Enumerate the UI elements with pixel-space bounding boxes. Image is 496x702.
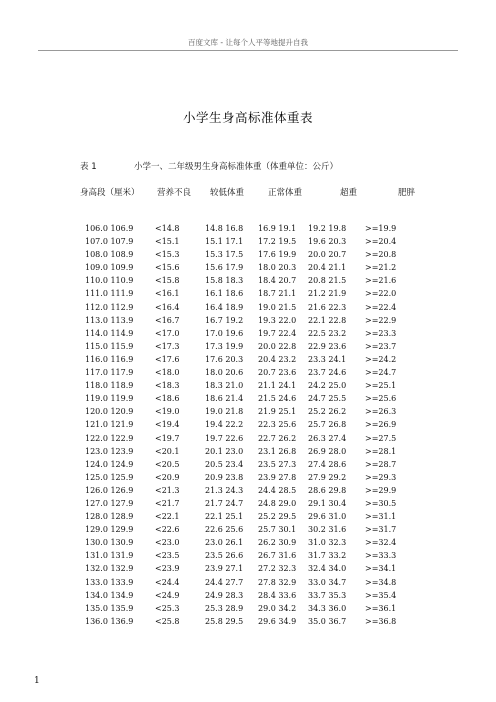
- cell-low-weight: 17.6 20.3: [205, 354, 244, 364]
- cell-obese: >=31.7: [365, 525, 397, 535]
- cell-obese: >=25.1: [365, 381, 397, 391]
- cell-overweight: 24.7 25.5: [308, 394, 347, 404]
- cell-height-range: 132.0 132.9: [85, 564, 134, 574]
- cell-overweight: 33.0 34.7: [308, 577, 347, 587]
- cell-height-range: 136.0 136.9: [85, 616, 134, 626]
- cell-height-range: 129.0 129.9: [85, 525, 134, 535]
- cell-low-weight: 16.7 19.2: [205, 315, 244, 325]
- cell-normal-weight: 24.4 28.5: [258, 485, 297, 495]
- cell-normal-weight: 27.8 32.9: [258, 577, 297, 587]
- cell-malnutrition: <19.4: [155, 420, 180, 430]
- cell-overweight: 23.3 24.1: [308, 354, 347, 364]
- table-row: [0, 366, 496, 379]
- table-row: [0, 562, 496, 575]
- cell-height-range: 110.0 110.9: [85, 276, 134, 286]
- cell-malnutrition: <23.5: [155, 551, 180, 561]
- cell-malnutrition: <23.9: [155, 564, 180, 574]
- table-row: [0, 405, 496, 418]
- cell-height-range: 122.0 122.9: [85, 433, 134, 443]
- cell-height-range: 112.0 112.9: [85, 302, 134, 312]
- cell-normal-weight: 25.2 29.5: [258, 512, 297, 522]
- cell-height-range: 121.0 121.9: [85, 420, 134, 430]
- cell-low-weight: 19.4 22.2: [205, 420, 244, 430]
- table-body: [0, 222, 496, 628]
- cell-height-range: 130.0 130.9: [85, 538, 134, 548]
- cell-low-weight: 15.1 17.1: [205, 237, 244, 247]
- cell-overweight: 29.6 31.0: [308, 512, 347, 522]
- cell-obese: >=28.7: [365, 459, 397, 469]
- cell-overweight: 22.1 22.8: [308, 315, 347, 325]
- column-header-malnutrition: 营养不良: [157, 188, 192, 198]
- cell-height-range: 124.0 124.9: [85, 459, 134, 469]
- table-row: [0, 536, 496, 549]
- cell-height-range: 116.0 116.9: [85, 354, 134, 364]
- cell-overweight: 19.2 19.8: [308, 224, 347, 233]
- cell-normal-weight: 28.4 33.6: [258, 590, 297, 600]
- cell-low-weight: 16.4 18.9: [205, 302, 244, 312]
- cell-normal-weight: 23.5 27.3: [258, 459, 297, 469]
- table-row: [0, 510, 496, 523]
- table-caption-text: 小学一、二年级男生身高标准体重（体重单位：公斤）: [134, 162, 339, 172]
- cell-malnutrition: <17.0: [155, 328, 180, 338]
- cell-malnutrition: <25.3: [155, 603, 180, 613]
- table-row: [0, 523, 496, 536]
- cell-obese: >=20.8: [365, 250, 397, 260]
- cell-obese: >=33.3: [365, 551, 397, 561]
- cell-obese: >=20.4: [365, 237, 397, 247]
- cell-overweight: 24.2 25.0: [308, 381, 347, 391]
- cell-obese: >=19.9: [365, 224, 397, 233]
- table-row: [0, 287, 496, 300]
- cell-normal-weight: 25.7 30.1: [258, 525, 297, 535]
- cell-overweight: 20.0 20.7: [308, 250, 347, 260]
- cell-overweight: 28.6 29.8: [308, 485, 347, 495]
- cell-low-weight: 17.0 19.6: [205, 328, 244, 338]
- column-header-height: 身高段（厘米）: [80, 188, 140, 198]
- cell-obese: >=27.5: [365, 433, 397, 443]
- cell-malnutrition: <24.4: [155, 577, 180, 587]
- cell-obese: >=34.8: [365, 577, 397, 587]
- cell-height-range: 125.0 125.9: [85, 472, 134, 482]
- cell-height-range: 131.0 131.9: [85, 551, 134, 561]
- cell-normal-weight: 20.4 23.2: [258, 354, 297, 364]
- table-row: [0, 340, 496, 353]
- cell-obese: >=36.1: [365, 603, 397, 613]
- cell-malnutrition: <20.5: [155, 459, 180, 469]
- cell-low-weight: 15.6 17.9: [205, 263, 244, 273]
- cell-malnutrition: <15.6: [155, 263, 180, 273]
- cell-obese: >=30.5: [365, 498, 397, 508]
- cell-malnutrition: <17.6: [155, 354, 180, 364]
- cell-normal-weight: 22.7 26.2: [258, 433, 297, 443]
- table-row: [0, 471, 496, 484]
- cell-overweight: 22.9 23.6: [308, 341, 347, 351]
- cell-height-range: 126.0 126.9: [85, 485, 134, 495]
- cell-malnutrition: <18.0: [155, 368, 180, 378]
- table-row: [0, 222, 496, 235]
- cell-obese: >=24.2: [365, 354, 397, 364]
- cell-height-range: 123.0 123.9: [85, 446, 134, 456]
- cell-malnutrition: <21.7: [155, 498, 180, 508]
- table-number: 表 1: [80, 162, 97, 172]
- cell-low-weight: 25.8 29.5: [205, 616, 244, 626]
- cell-malnutrition: <20.9: [155, 472, 180, 482]
- cell-height-range: 115.0 115.9: [85, 341, 134, 351]
- cell-low-weight: 21.3 24.3: [205, 485, 244, 495]
- table-row: [0, 392, 496, 405]
- cell-obese: >=29.3: [365, 472, 397, 482]
- header-rule: [38, 50, 458, 51]
- cell-low-weight: 15.8 18.3: [205, 276, 244, 286]
- table-row: [0, 602, 496, 615]
- cell-low-weight: 23.9 27.1: [205, 564, 244, 574]
- table-row: [0, 549, 496, 562]
- cell-overweight: 32.4 34.0: [308, 564, 347, 574]
- cell-normal-weight: 21.9 25.1: [258, 407, 297, 417]
- cell-obese: >=35.4: [365, 590, 397, 600]
- cell-overweight: 22.5 23.2: [308, 328, 347, 338]
- cell-height-range: 109.0 109.9: [85, 263, 134, 273]
- cell-overweight: 20.8 21.5: [308, 276, 347, 286]
- cell-obese: >=25.6: [365, 394, 397, 404]
- table-row: [0, 274, 496, 287]
- cell-normal-weight: 22.3 25.6: [258, 420, 297, 430]
- cell-malnutrition: <19.7: [155, 433, 180, 443]
- cell-normal-weight: 27.2 32.3: [258, 564, 297, 574]
- cell-overweight: 31.0 32.3: [308, 538, 347, 548]
- table-row: [0, 327, 496, 340]
- document-title: 小学生身高标准体重表: [182, 110, 313, 125]
- cell-normal-weight: 18.7 21.1: [258, 289, 297, 299]
- cell-malnutrition: <16.1: [155, 289, 180, 299]
- cell-obese: >=23.7: [365, 341, 397, 351]
- column-header-overweight: 超重: [340, 188, 358, 198]
- cell-normal-weight: 23.1 26.8: [258, 446, 297, 456]
- page-number: 1: [34, 676, 40, 686]
- cell-normal-weight: 29.6 34.9: [258, 616, 297, 626]
- cell-obese: >=23.3: [365, 328, 397, 338]
- cell-height-range: 120.0 120.9: [85, 407, 134, 417]
- cell-normal-weight: 29.0 34.2: [258, 603, 297, 613]
- cell-normal-weight: 18.4 20.7: [258, 276, 297, 286]
- cell-malnutrition: <21.3: [155, 485, 180, 495]
- cell-low-weight: 23.5 26.6: [205, 551, 244, 561]
- cell-low-weight: 18.0 20.6: [205, 368, 244, 378]
- table-row: [0, 261, 496, 274]
- cell-height-range: 135.0 135.9: [85, 603, 134, 613]
- cell-low-weight: 15.3 17.5: [205, 250, 244, 260]
- cell-low-weight: 20.1 23.0: [205, 446, 244, 456]
- cell-malnutrition: <18.6: [155, 394, 180, 404]
- cell-malnutrition: <22.1: [155, 512, 180, 522]
- cell-normal-weight: 19.0 21.5: [258, 302, 297, 312]
- table-row: [0, 314, 496, 327]
- cell-low-weight: 25.3 28.9: [205, 603, 244, 613]
- cell-overweight: 35.0 36.7: [308, 616, 347, 626]
- table-row: [0, 418, 496, 431]
- cell-overweight: 19.6 20.3: [308, 237, 347, 247]
- cell-malnutrition: <16.7: [155, 315, 180, 325]
- cell-obese: >=31.1: [365, 512, 397, 522]
- cell-obese: >=29.9: [365, 485, 397, 495]
- table-row: [0, 497, 496, 510]
- cell-obese: >=32.4: [365, 538, 397, 548]
- cell-obese: >=28.1: [365, 446, 397, 456]
- cell-normal-weight: 23.9 27.8: [258, 472, 297, 482]
- cell-malnutrition: <23.0: [155, 538, 180, 548]
- cell-normal-weight: 20.0 22.8: [258, 341, 297, 351]
- cell-overweight: 27.4 28.6: [308, 459, 347, 469]
- table-row: [0, 353, 496, 366]
- cell-overweight: 26.9 28.0: [308, 446, 347, 456]
- cell-height-range: 113.0 113.9: [85, 315, 134, 325]
- cell-malnutrition: <17.3: [155, 341, 180, 351]
- cell-low-weight: 22.6 25.6: [205, 525, 244, 535]
- table-row: [0, 248, 496, 261]
- cell-malnutrition: <14.8: [155, 224, 180, 233]
- cell-normal-weight: 20.7 23.6: [258, 368, 297, 378]
- page-header: 百度文库 - 让每个人平等地提升自我: [188, 38, 308, 47]
- cell-height-range: 134.0 134.9: [85, 590, 134, 600]
- cell-low-weight: 24.4 27.7: [205, 577, 244, 587]
- cell-height-range: 128.0 128.9: [85, 512, 134, 522]
- cell-normal-weight: 18.0 20.3: [258, 263, 297, 273]
- cell-height-range: 108.0 108.9: [85, 250, 134, 260]
- cell-obese: >=26.9: [365, 420, 397, 430]
- cell-malnutrition: <20.1: [155, 446, 180, 456]
- cell-overweight: 26.3 27.4: [308, 433, 347, 443]
- cell-malnutrition: <19.0: [155, 407, 180, 417]
- cell-obese: >=22.0: [365, 289, 397, 299]
- cell-height-range: 133.0 133.9: [85, 577, 134, 587]
- cell-overweight: 21.6 22.3: [308, 302, 347, 312]
- cell-malnutrition: <24.9: [155, 590, 180, 600]
- table-row: [0, 458, 496, 471]
- cell-low-weight: 20.9 23.8: [205, 472, 244, 482]
- table-row: [0, 589, 496, 602]
- cell-malnutrition: <15.8: [155, 276, 180, 286]
- cell-overweight: 31.7 33.2: [308, 551, 347, 561]
- cell-low-weight: 14.8 16.8: [205, 224, 244, 233]
- table-row: [0, 379, 496, 392]
- cell-overweight: 27.9 29.2: [308, 472, 347, 482]
- cell-normal-weight: 21.1 24.1: [258, 381, 297, 391]
- cell-low-weight: 17.3 19.9: [205, 341, 244, 351]
- cell-low-weight: 16.1 18.6: [205, 289, 244, 299]
- cell-overweight: 20.4 21.1: [308, 263, 347, 273]
- cell-obese: >=21.6: [365, 276, 397, 286]
- cell-low-weight: 18.6 21.4: [205, 394, 244, 404]
- cell-obese: >=22.4: [365, 302, 397, 312]
- cell-malnutrition: <16.4: [155, 302, 180, 312]
- cell-obese: >=36.8: [365, 616, 397, 626]
- cell-overweight: 23.7 24.6: [308, 368, 347, 378]
- table-row: [0, 615, 496, 628]
- cell-malnutrition: <15.3: [155, 250, 180, 260]
- cell-height-range: 119.0 119.9: [85, 394, 134, 404]
- cell-height-range: 118.0 118.9: [85, 381, 134, 391]
- cell-height-range: 107.0 107.9: [85, 237, 134, 247]
- table-row: [0, 235, 496, 248]
- table-row: [0, 432, 496, 445]
- cell-malnutrition: <15.1: [155, 237, 180, 247]
- cell-low-weight: 22.1 25.1: [205, 512, 244, 522]
- cell-overweight: 34.3 36.0: [308, 603, 347, 613]
- cell-overweight: 25.2 26.2: [308, 407, 347, 417]
- cell-overweight: 25.7 26.8: [308, 420, 347, 430]
- cell-overweight: 30.2 31.6: [308, 525, 347, 535]
- cell-normal-weight: 26.2 30.9: [258, 538, 297, 548]
- cell-obese: >=34.1: [365, 564, 397, 574]
- cell-overweight: 21.2 21.9: [308, 289, 347, 299]
- cell-low-weight: 18.3 21.0: [205, 381, 244, 391]
- table-row: [0, 301, 496, 314]
- cell-height-range: 106.0 106.9: [85, 224, 134, 233]
- cell-normal-weight: 19.7 22.4: [258, 328, 297, 338]
- column-header-low-weight: 较低体重: [210, 188, 245, 198]
- cell-malnutrition: <18.3: [155, 381, 180, 391]
- cell-height-range: 111.0 111.9: [85, 289, 134, 299]
- cell-obese: >=21.2: [365, 263, 397, 273]
- cell-obese: >=24.7: [365, 368, 397, 378]
- cell-normal-weight: 24.8 29.0: [258, 498, 297, 508]
- column-header-obese: 肥胖: [398, 188, 416, 198]
- cell-normal-weight: 17.2 19.5: [258, 237, 297, 247]
- cell-low-weight: 24.9 28.3: [205, 590, 244, 600]
- cell-malnutrition: <22.6: [155, 525, 180, 535]
- cell-obese: >=22.9: [365, 315, 397, 325]
- cell-normal-weight: 21.5 24.6: [258, 394, 297, 404]
- table-row: [0, 484, 496, 497]
- cell-normal-weight: 26.7 31.6: [258, 551, 297, 561]
- cell-low-weight: 19.7 22.6: [205, 433, 244, 443]
- cell-low-weight: 21.7 24.7: [205, 498, 244, 508]
- table-caption: [80, 160, 338, 172]
- cell-low-weight: 23.0 26.1: [205, 538, 244, 548]
- cell-height-range: 114.0 114.9: [85, 328, 134, 338]
- cell-height-range: 127.0 127.9: [85, 498, 134, 508]
- cell-normal-weight: 17.6 19.9: [258, 250, 297, 260]
- cell-height-range: 117.0 117.9: [85, 368, 134, 378]
- cell-normal-weight: 19.3 22.0: [258, 315, 297, 325]
- cell-overweight: 29.1 30.4: [308, 498, 347, 508]
- cell-low-weight: 19.0 21.8: [205, 407, 244, 417]
- table-row: [0, 576, 496, 589]
- cell-low-weight: 20.5 23.4: [205, 459, 244, 469]
- cell-normal-weight: 16.9 19.1: [258, 224, 297, 233]
- cell-obese: >=26.3: [365, 407, 397, 417]
- column-header-normal-weight: 正常体重: [268, 188, 303, 198]
- table-row: [0, 445, 496, 458]
- cell-malnutrition: <25.8: [155, 616, 180, 626]
- cell-overweight: 33.7 35.3: [308, 590, 347, 600]
